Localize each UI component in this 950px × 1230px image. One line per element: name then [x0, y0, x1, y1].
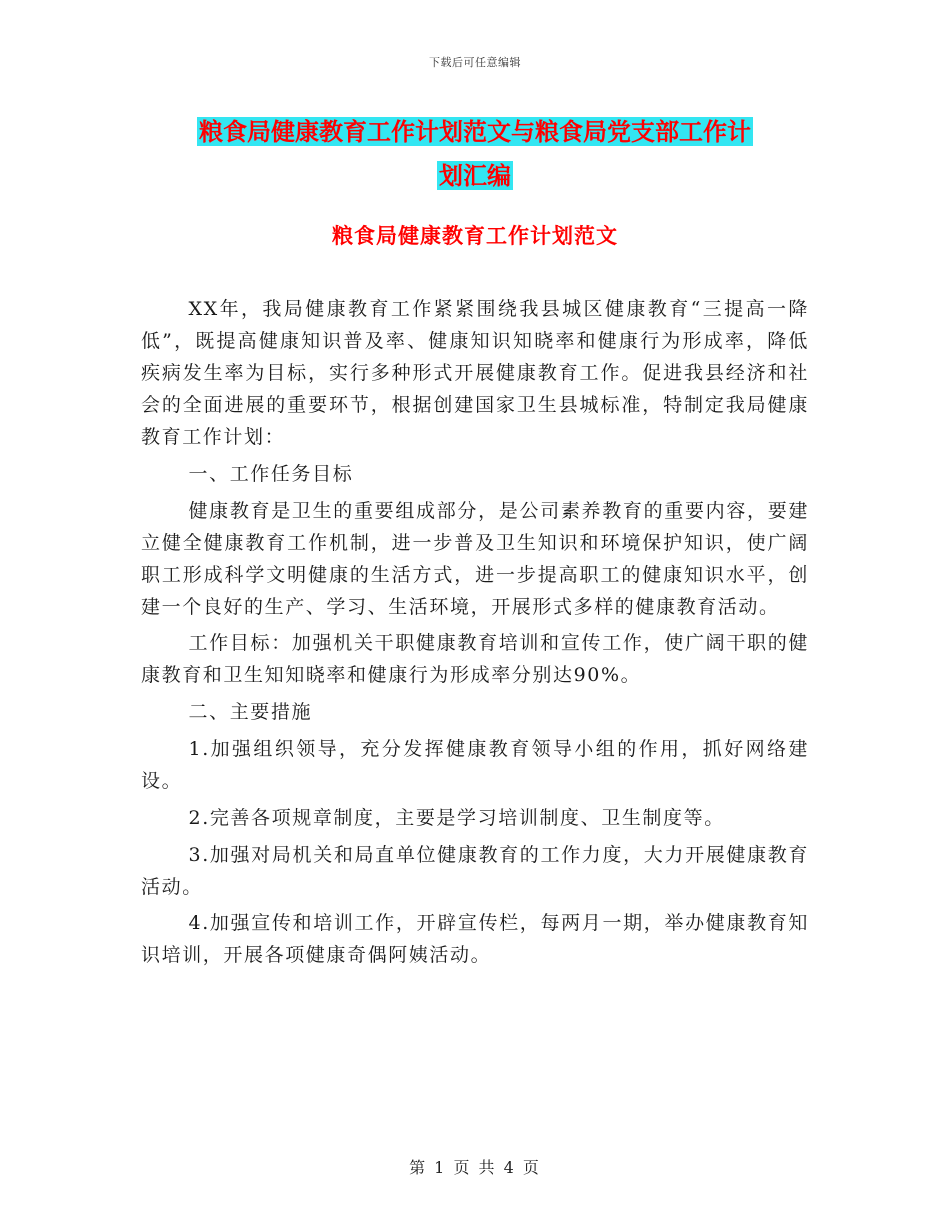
document-title-line-1: 粮食局健康教育工作计划范文与粮食局党支部工作计: [199, 117, 751, 146]
paragraph-intro: XX年，我局健康教育工作紧紧围绕我县城区健康教育“三提高一降低”，既提高健康知识普及率、健康知识知晓率和健康行为形成率，降低疾病发生率为目标，实行多种形式开展健康教育工作。促进我县经济和社会的全面进展的重要环节，根据创建国家卫生县城标准，特制定我局健康教育工作计划：: [141, 298, 809, 448]
page-header-note: 下载后可任意编辑: [429, 56, 521, 69]
measure-item-3: 3.加强对局机关和局直单位健康教育的工作力度，大力开展健康教育活动。: [141, 843, 809, 898]
document-title-line-2: 划汇编: [439, 161, 511, 190]
document-body: [141, 293, 809, 976]
measure-item-4: 4.加强宣传和培训工作，开辟宣传栏，每两月一期，举办健康教育知识培训，开展各项健康奇偶阿姨活动。: [141, 912, 809, 967]
page-number: 第 1 页 共 4 页: [409, 1158, 541, 1177]
document-title: [140, 110, 810, 198]
paragraph-work-goal: 工作目标：加强机关干职健康教育培训和宣传工作，使广阔干职的健康教育和卫生知知晓率和健康行为形成率分别达90%。: [141, 632, 809, 687]
measure-item-1: 1.加强组织领导，充分发挥健康教育领导小组的作用，抓好网络建设。: [141, 737, 809, 792]
heading-main-measures: 二、主要措施: [188, 701, 313, 724]
heading-task-goals: 一、工作任务目标: [188, 462, 354, 485]
paragraph-health-education: 健康教育是卫生的重要组成部分，是公司素养教育的重要内容，要建立健全健康教育工作机制，进一步普及卫生知识和环境保护知识，使广阔职工形成科学文明健康的生活方式，进一步提高职工的健康知识水平，创建一个良好的生产、学习、生活环境，开展形式多样的健康教育活动。: [141, 499, 809, 618]
section-title: 粮食局健康教育工作计划范文: [332, 223, 618, 248]
measure-item-2: 2.完善各项规章制度，主要是学习培训制度、卫生制度等。: [188, 806, 725, 829]
